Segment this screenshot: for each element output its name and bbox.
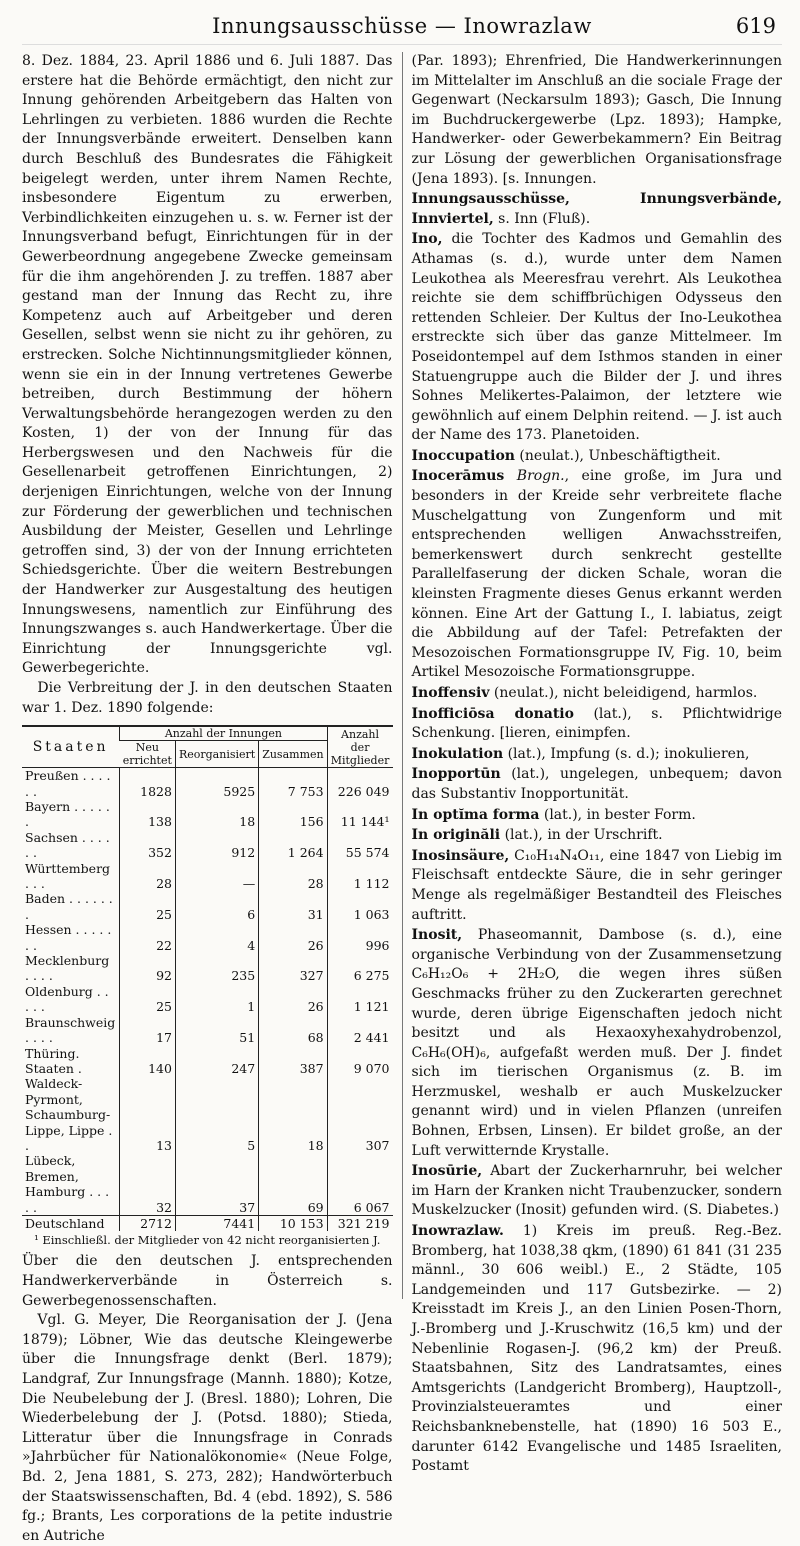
entry-inosit bbox=[412, 926, 783, 1161]
column-header-mitglieder: Anzahl der Mitglieder bbox=[327, 726, 392, 768]
entry-text: (lat.), ungelegen, unbequem; davon das Substantiv Inopportunität. bbox=[411, 766, 782, 802]
entry-text: Phaseomannit, Dambose (s. d.), eine organische Verbindung von der Zusammensetzung C₆H₁₂O₆ + 2H₂O, die wegen ihres süßen Geschmacks früher zu den Zuckerarten gerechnet wurde, deren übrige Eigenschaften jedoch nicht besitzt und als Hexaoxyhexahydrobenzol, C₆H₆(OH)₆, aufgefaßt werden muß. Der J. findet sich im tierischen Organismus (z. B. im Herzmuskel, weshalb er auch Muskelzucker genannt wird) und in vielen Pflanzen (unreifen Bohnen, Erbsen, Linsen). Er bildet große, an der Luft verwitternde Krystalle. bbox=[411, 927, 782, 1159]
row-neu: 25 bbox=[120, 891, 176, 922]
innungen-statistics-table bbox=[22, 725, 393, 1231]
row-reorg: 5 bbox=[175, 1076, 258, 1153]
row-state: Hessen . . . . . . . bbox=[25, 922, 112, 953]
row-reorg: 235 bbox=[175, 953, 258, 984]
row-mitglieder: 11 144¹ bbox=[327, 799, 392, 830]
entry-headword: Inosūrie, bbox=[411, 1163, 483, 1180]
row-neu: 140 bbox=[120, 1046, 176, 1077]
table-footnote: ¹ Einschließl. der Mitglieder von 42 nicht reorganisierten J. bbox=[34, 1233, 381, 1248]
row-zusammen: 26 bbox=[259, 984, 327, 1015]
total-neu: 2712 bbox=[120, 1215, 176, 1231]
entry-headword: Inokulation bbox=[411, 745, 504, 762]
row-zusammen: 31 bbox=[259, 891, 327, 922]
paragraph-table-intro: Die Verbreitung der J. in den deutschen Staaten war 1. Dez. 1890 folgende: bbox=[22, 680, 393, 716]
row-mitglieder: 9 070 bbox=[327, 1046, 392, 1077]
row-state: Baden . . . . . . . bbox=[25, 891, 113, 922]
row-mitglieder: 2 441 bbox=[327, 1015, 392, 1046]
entry-text: die Tochter des Kadmos und Gemahlin des Athamas (s. d.), wurde unter dem Namen Leukothea als Meeresfrau verehrt. Als Leukothea reichte sie dem schiffbrüchigen Odysseus den rettenden Schleier. Der Kultus der Ino-Leukothea erstreckte sich über das ganze Mittelmeer. Im Poseidontempel auf dem Isthmos standen in einer Statuengruppe auch die Bilder der J. und ihres Sohnes Melikertes-Palaimon, der letztere wie gewöhnlich auf einem Delphin reitend. — J. ist auch der Name des 173. Planetoiden. bbox=[411, 231, 782, 444]
total-label: Deutschland bbox=[22, 1215, 120, 1231]
row-state: Thüring. Staaten . bbox=[25, 1045, 82, 1076]
running-title: Innungsausschüsse — Inowrazlaw bbox=[212, 14, 592, 38]
literature-continuation: (Par. 1893); Ehrenfried, Die Handwerkerinnungen im Mittelalter im Anschluß an die sociale Frage der Gegenwart (Neckarsulm 1893); Gasch, Die Innung im Buchdruckergewerbe (Lpz. 1893); Hampke, Handwerker- oder Gewerbekammern? Ein Beitrag zur Lösung der gewerblichen Organisationsfrage (Jena 1893). [s. Innungen. bbox=[411, 53, 782, 187]
row-mitglieder: 1 063 bbox=[327, 891, 392, 922]
column-header-zusammen: Zusammen bbox=[259, 741, 327, 768]
row-state: Braunschweig . . . . bbox=[25, 1014, 116, 1046]
row-reorg: 247 bbox=[175, 1046, 258, 1077]
row-neu: 13 bbox=[120, 1076, 176, 1153]
entry-in-originali bbox=[412, 826, 783, 846]
entry-in-optima-forma bbox=[412, 806, 783, 826]
entry-text: (neulat.), nicht beleidigend, harmlos. bbox=[489, 685, 758, 701]
paragraph-austria: Über die den deutschen J. entsprechenden Handwerkerverbände in Österreich s. Gewerbegenossenschaften. bbox=[22, 1253, 393, 1309]
column-header-staaten: Staaten bbox=[32, 738, 109, 755]
entry-headword: Inoffensiv bbox=[411, 685, 490, 701]
row-state: Mecklenburg . . . . bbox=[25, 953, 110, 984]
row-zusammen: 387 bbox=[259, 1046, 327, 1077]
entry-inopportun bbox=[412, 765, 783, 804]
row-state: Waldeck-Pyrmont, Schaumburg-Lippe, Lippe . . bbox=[25, 1076, 113, 1153]
row-mitglieder: 6 067 bbox=[327, 1153, 392, 1215]
entry-text: (lat.), s. Pflichtwidrige Schenkung. [lieren, einimpfen. bbox=[411, 705, 782, 742]
total-reorg: 7441 bbox=[175, 1215, 258, 1231]
row-zusammen: 28 bbox=[259, 861, 327, 892]
row-mitglieder: 1 121 bbox=[327, 984, 392, 1015]
entry-headword: Inocerāmus bbox=[411, 468, 505, 485]
entry-author: Brogn. bbox=[504, 468, 565, 485]
table-row bbox=[22, 984, 393, 1015]
row-neu: 28 bbox=[120, 861, 176, 892]
row-state: Bayern . . . . . . bbox=[25, 799, 110, 830]
entry-text: , eine große, im Jura und besonders in der Kreide sehr verbreitete flache Muschelgattung von Zungenform und mit entsprechenden welligen Anwachsstreifen, bemerkenswert durch senkrecht gestellte Parallelfaserung der dicken Schale, woran die kleinsten Fragmente dieses Genus erkannt werden können. Eine Art der Gattung I., I. labiatus, zeigt die Abbildung auf der Tafel: Petrefakten der Mesozoischen Formationsgruppe IV, Fig. 10, beim Artikel Mesozoische Formationsgruppe. bbox=[411, 468, 782, 681]
row-zusammen: 18 bbox=[259, 1076, 327, 1153]
column-header-neu-errichtet: Neu errichtet bbox=[122, 741, 172, 768]
row-mitglieder: 1 112 bbox=[327, 861, 392, 892]
row-zusammen: 156 bbox=[259, 799, 327, 830]
row-reorg: 51 bbox=[175, 1015, 258, 1046]
table-row-total bbox=[22, 1215, 393, 1231]
entry-headword: Inosit, bbox=[411, 927, 463, 944]
entry-text: (neulat.), Unbeschäftigtheit. bbox=[514, 447, 721, 464]
entry-headword: Ino, bbox=[411, 231, 443, 248]
entry-inoccupation bbox=[412, 447, 783, 467]
entry-inosinsaeure bbox=[412, 847, 783, 925]
column-group-anzahl-innungen: Anzahl der Innungen bbox=[120, 726, 327, 741]
row-reorg: — bbox=[175, 861, 258, 892]
row-neu: 17 bbox=[120, 1015, 176, 1046]
row-state: Sachsen . . . . . . bbox=[25, 829, 110, 861]
table-row bbox=[22, 922, 393, 953]
table-row bbox=[22, 953, 393, 984]
row-neu: 32 bbox=[120, 1153, 176, 1215]
row-reorg: 18 bbox=[175, 799, 258, 830]
entry-text: (lat.), in der Urschrift. bbox=[500, 827, 663, 844]
row-mitglieder: 226 049 bbox=[327, 768, 392, 799]
entry-headword: Innungsausschüsse, Innungsverbände, Innviertel, bbox=[411, 191, 782, 227]
row-mitglieder: 996 bbox=[327, 922, 392, 953]
entry-headword: In optĭma forma bbox=[411, 806, 540, 823]
total-zusammen: 10 153 bbox=[259, 1215, 327, 1231]
row-zusammen: 69 bbox=[259, 1153, 327, 1215]
row-state: Lübeck, Bremen, Hamburg . . . . . bbox=[25, 1153, 110, 1215]
paragraph-literature: Vgl. G. Meyer, Die Reorganisation der J. (Jena 1879); Löbner, Wie das deutsche Kleingewerbe über die Innungsfrage denkt (Berl. 1879); Landgraf, Zur Innungsfrage (Mannh. 1880); Kotze, Die Neubelebung der J. (Bresl. 1880); Lohren, Die Wiederbelebung der J. (Potsd. 1880); Stieda, Litteratur über die Innungsfrage in Conrads »Jahrbücher für Nationalökonomie« (Neue Folge, Bd. 2, Jena 1881, S. 273, 282); Handwörterbuch der Staatswissenschaften, Bd. 4 (ebd. 1892), S. 586 fg.; Brants, Les corporations de la petite industrie en Autriche bbox=[22, 1312, 393, 1544]
entry-inoffensiv bbox=[412, 684, 783, 704]
entry-text: 1) Kreis im preuß. Reg.-Bez. Bromberg, hat 1038,38 qkm, (1890) 61 841 (31 235 männl., 30 606 weibl.) E., 2 Städte, 105 Landgemeinden und 117 Gutsbezirke. — 2) Kreisstadt im Kreis J., an den Linien Posen-Thorn, J.-Bromberg und J.-Kruschwitz (16,5 km) und der Nebenlinie Rogasen-J. (96,2 km) der Preuß. Staatsbahnen, Sitz des Landratsamtes, eines Amtsgerichts (Landgericht Bromberg), Hauptzoll-, Provinzialsteueramtes und einer Reichsbanknebenstelle, hat (1890) 16 503 E., darunter 6142 Evangelische und 1485 Israeliten, Postamt bbox=[411, 1223, 782, 1475]
row-reorg: 912 bbox=[175, 830, 258, 861]
entry-inosurie bbox=[412, 1162, 783, 1221]
table-row bbox=[22, 830, 393, 861]
row-mitglieder: 55 574 bbox=[327, 830, 392, 861]
row-neu: 138 bbox=[120, 799, 176, 830]
row-zusammen: 68 bbox=[259, 1015, 327, 1046]
entry-text: C₁₀H₁₄N₄O₁₁, eine 1847 von Liebig im Fleischsaft entdeckte Säure, die in sehr geringer Menge als regelmäßiger Bestandteil des Fleisches auftritt. bbox=[411, 847, 782, 923]
paragraph-innungen-history: 8. Dez. 1884, 23. April 1886 und 6. Juli 1887. Das erstere hat die Behörde ermächtigt, den nicht zur Innung gehörenden Arbeitgebern das Halten von Lehrlingen zu verbieten. 1886 wurden die Rechte der Innungsverbände erweitert. Denselben kann durch Beschluß des Bundesrates die Fähigkeit beigelegt werden, unter ihrem Namen Rechte, insbesondere Eigentum zu erwerben, Verbindlichkeiten einzugehen u. s. w. Ferner ist der Innungsverband befugt, Einrichtungen für in der Gewerbeordnung angegebene Zwecke gemeinsam für die ihm angehörenden J. zu treffen. 1887 aber gestand man der Innung das Recht zu, ihre Kompetenz auch auf Arbeitgeber und deren Gesellen, selbst wenn sie nicht zu ihr gehören, zu erstrecken. Solche Nichtinnungsmitglieder können, wenn sie ein in der Innung vertretenes Gewerbe betreiben, durch Bestimmung der höhern Verwaltungsbehörde herangezogen werden zu den Kosten, 1) der von der Innung für das Herbergswesen und den Nachweis für die Gesellenarbeit getroffenen Einrichtungen, 2) derjenigen Einrichtungen, welche von der Innung zur Förderung der gewerblichen und technischen Ausbildung der Meister, Gesellen und Lehrlinge getroffen sind, 3) der von der Innung errichteten Schiedsgerichte. Über die weitern Bestrebungen der Handwerker zur Ausgestaltung des heutigen Innungswesens, namentlich zur Einführung des Innungszwanges s. auch Handwerkertage. Über die Einrichtung der Innungsgerichte vgl. Gewerbegerichte. bbox=[22, 53, 393, 677]
row-zusammen: 1 264 bbox=[259, 830, 327, 861]
table-row bbox=[22, 861, 393, 892]
entry-headword: Inofficiōsa donatio bbox=[411, 705, 574, 722]
table-row bbox=[22, 1046, 393, 1077]
entry-headword: Inosinsäure, bbox=[411, 847, 510, 864]
entry-inowrazlaw bbox=[412, 1222, 783, 1477]
row-reorg: 1 bbox=[175, 984, 258, 1015]
row-mitglieder: 307 bbox=[327, 1076, 392, 1153]
row-zusammen: 26 bbox=[259, 922, 327, 953]
table-row bbox=[22, 1076, 393, 1153]
row-reorg: 37 bbox=[175, 1153, 258, 1215]
entry-text: (lat.), Impfung (s. d.); inokulieren, bbox=[503, 745, 750, 762]
entry-inokulation bbox=[412, 745, 783, 765]
page-number: 619 bbox=[735, 14, 776, 38]
entry-text: s. Inn (Fluß). bbox=[493, 210, 591, 227]
row-state: Württemberg . . . bbox=[25, 860, 111, 892]
row-reorg: 6 bbox=[175, 891, 258, 922]
entry-headword: In originăli bbox=[411, 827, 501, 844]
table-row bbox=[22, 799, 393, 830]
entry-inoceramus bbox=[412, 467, 783, 683]
table-body bbox=[22, 768, 393, 1216]
entry-headword: Inopportūn bbox=[411, 766, 501, 783]
row-state: Oldenburg . . . . . bbox=[25, 983, 109, 1015]
entry-inofficiosa-donatio bbox=[412, 705, 783, 744]
right-column bbox=[402, 52, 783, 1475]
entry-headword: Inoccupation bbox=[411, 447, 515, 464]
row-zusammen: 7 753 bbox=[259, 768, 327, 799]
row-neu: 92 bbox=[120, 953, 176, 984]
entry-text: (lat.), in bester Form. bbox=[539, 806, 696, 823]
row-reorg: 4 bbox=[175, 922, 258, 953]
row-zusammen: 327 bbox=[259, 953, 327, 984]
table-row bbox=[22, 1015, 393, 1046]
total-mitglieder: 321 219 bbox=[327, 1215, 392, 1231]
row-state: Preußen . . . . . . bbox=[25, 768, 111, 799]
entry-headword: Inowrazlaw. bbox=[411, 1223, 504, 1240]
row-reorg: 5925 bbox=[175, 768, 258, 799]
row-neu: 352 bbox=[120, 830, 176, 861]
table-row bbox=[22, 768, 393, 799]
row-neu: 22 bbox=[120, 922, 176, 953]
entry-innungsausschuesse bbox=[412, 190, 783, 229]
text-columns bbox=[22, 52, 782, 1544]
left-column bbox=[22, 52, 402, 1544]
entry-ino bbox=[412, 230, 783, 446]
table-row bbox=[22, 891, 393, 922]
row-neu: 1828 bbox=[120, 768, 176, 799]
row-mitglieder: 6 275 bbox=[327, 953, 392, 984]
table-row bbox=[22, 1153, 393, 1215]
page-header bbox=[22, 0, 782, 45]
column-header-reorganisiert: Reorganisiert bbox=[175, 741, 258, 768]
entry-text: Abart der Zuckerharnruhr, bei welcher im Harn der Kranken nicht Traubenzucker, sondern Muskelzucker (Inosit) gefunden wird. (S. Diabetes.) bbox=[411, 1163, 782, 1219]
row-neu: 25 bbox=[120, 984, 176, 1015]
